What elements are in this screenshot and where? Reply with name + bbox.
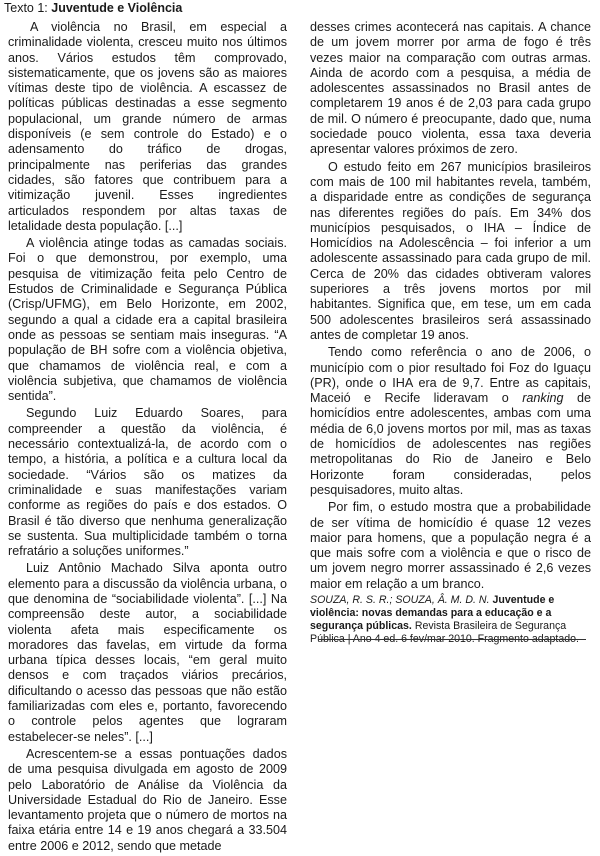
paragraph: A violência no Brasil, em especial a criminalidade violenta, cresceu muito nos últimos anos. Vários estudos têm comprovado, sistematicamente, que os jovens são as maiores vítimas deste tipo de violência. A escassez de políticas públicas destinadas a esse segmento populacional, um grande número de armas disponíveis (e sem controle do Estado) e o adensamento do tráfico de drogas, principalmente nas periferias das grandes cidades, são fatores que contribuem para a vitimização juvenil. Esses ingredientes articulados respondem por altas taxas de letalidade desta população. [...] (8, 20, 287, 233)
paragraph-text: Tendo como referência o ano de 2006, o município com o pior resultado foi Foz do Iguaçu (PR), onde o IHA era de 9,7. Entre as capitais, Maceió e Recife lideravam o (310, 345, 591, 406)
text-heading (4, 0, 182, 16)
paragraph: O estudo feito em 267 municípios brasileiros com mais de 100 mil habitantes revela, também, a disparidade entre as condições de segurança nas diferentes regiões do país. Em 34% dos municípios pesquisados, o IHA – Índice de Homicídios na Adolescência – foi inferior a um adolescente assassinado para cada grupo de mil. Cerca de 20% das cidades obtiveram valores superiores a três jovens mortos por mil habitantes. Significa que, em tese, um em cada 500 adolescentes brasileiros será assassinado antes de completar 19 anos. (310, 159, 591, 342)
divider-line (318, 639, 586, 640)
citation-authors: SOUZA, R. S. R.; SOUZA, Â. M. D. N. (310, 593, 490, 606)
paragraph: Por fim, o estudo mostra que a probabilidade de ser vítima de homicídio é quase 12 vezes maior para homens, que a população negra é a que mais sofre com a violência e que o risco de um jovem negro morrer assassinado é 2,6 vezes maior em relação a um branco. (310, 500, 591, 591)
citation-work-title: Juventude e violência: novas demandas para a educação e a segurança públicas. (310, 593, 555, 632)
text-number-label: Texto 1: (4, 1, 48, 15)
paragraph: Segundo Luiz Eduardo Soares, para compreender a questão da violência, é necessário contextualizá-la, de acordo com o tempo, a história, a política e a cultura local da sociedade. “Vários são os matizes da criminalidade e suas manifestações variam conforme as regiões do país e dos estados. O Brasil é tão diverso que nenhuma generalização se sustenta. Sua multiplicidade também o torna refratário a soluções uniformes.” (8, 406, 287, 559)
text-title: Juventude e Violência (51, 1, 183, 15)
citation-source: Revista Brasileira de Segurança Pública | Ano 4 ed. 6 fev/mar 2010. Fragmento adaptado. (310, 619, 579, 645)
paragraph: A violência atinge todas as camadas sociais. Foi o que demonstrou, por exemplo, uma pesquisa de vitimização feita pelo Centro de Estudos de Criminalidade e Segurança Pública (Crisp/UFMG), em Belo Horizonte, em 2002, segundo a qual a cidade era a capital brasileira onde as pessoas se sentiam mais inseguras. “A população de BH sofre com a violência objetiva, que chamamos de violência real, e com a violência subjetiva, que chamamos de violência sentida”. (8, 236, 287, 404)
paragraph: Acrescentem-se a essas pontuações dados de uma pesquisa divulgada em agosto de 2009 pelo Laboratório de Análise da Violência da Universidade Estadual do Rio de Janeiro. Esse levantamento projeta que o número de mortos na faixa etária entre 14 e 19 anos chegará a 33.504 entre 2006 e 2012, sendo que metade (8, 746, 287, 853)
paragraph (310, 345, 591, 498)
right-column (310, 20, 591, 646)
paragraph: Luiz Antônio Machado Silva aponta outro elemento para a discussão da violência urbana, o que denomina de “sociabilidade violenta”. [...] Na compreensão deste autor, a sociabilidade violenta afeta mais especificamente os moradores das favelas, em virtude da forma urbana típica desses locais, “em geral muito densos e com traçados viários precários, dificultando o acesso das pessoas que não estão familiarizadas com eles e, portanto, favorecendo o controle pelos agentes que lograram estabelecer-se neles”. [...] (8, 561, 287, 744)
paragraph: desses crimes acontecerá nas capitais. A chance de um jovem morrer por arma de fogo é três vezes maior na comparação com outras armas. Ainda de acordo com a pesquisa, a média de adolescentes assassinados no Brasil antes de completarem 19 anos é de 2,03 para cada grupo de mil. O número é preocupante, dado que, numa sociedade pouco violenta, essa taxa deveria apresentar valores próximos de zero. (310, 20, 591, 157)
emphasis-ranking: ranking (522, 391, 564, 406)
paragraph-text: de homicídios entre adolescentes, ambas com uma média de 6,0 jovens mortos por mil, mas as taxas de homicídios de adolescentes nas regiões metropolitanas do Rio de Janeiro e Belo Horizonte foram consideradas, pelos pesquisadores, muito altas. (310, 391, 592, 497)
left-column (8, 20, 287, 856)
